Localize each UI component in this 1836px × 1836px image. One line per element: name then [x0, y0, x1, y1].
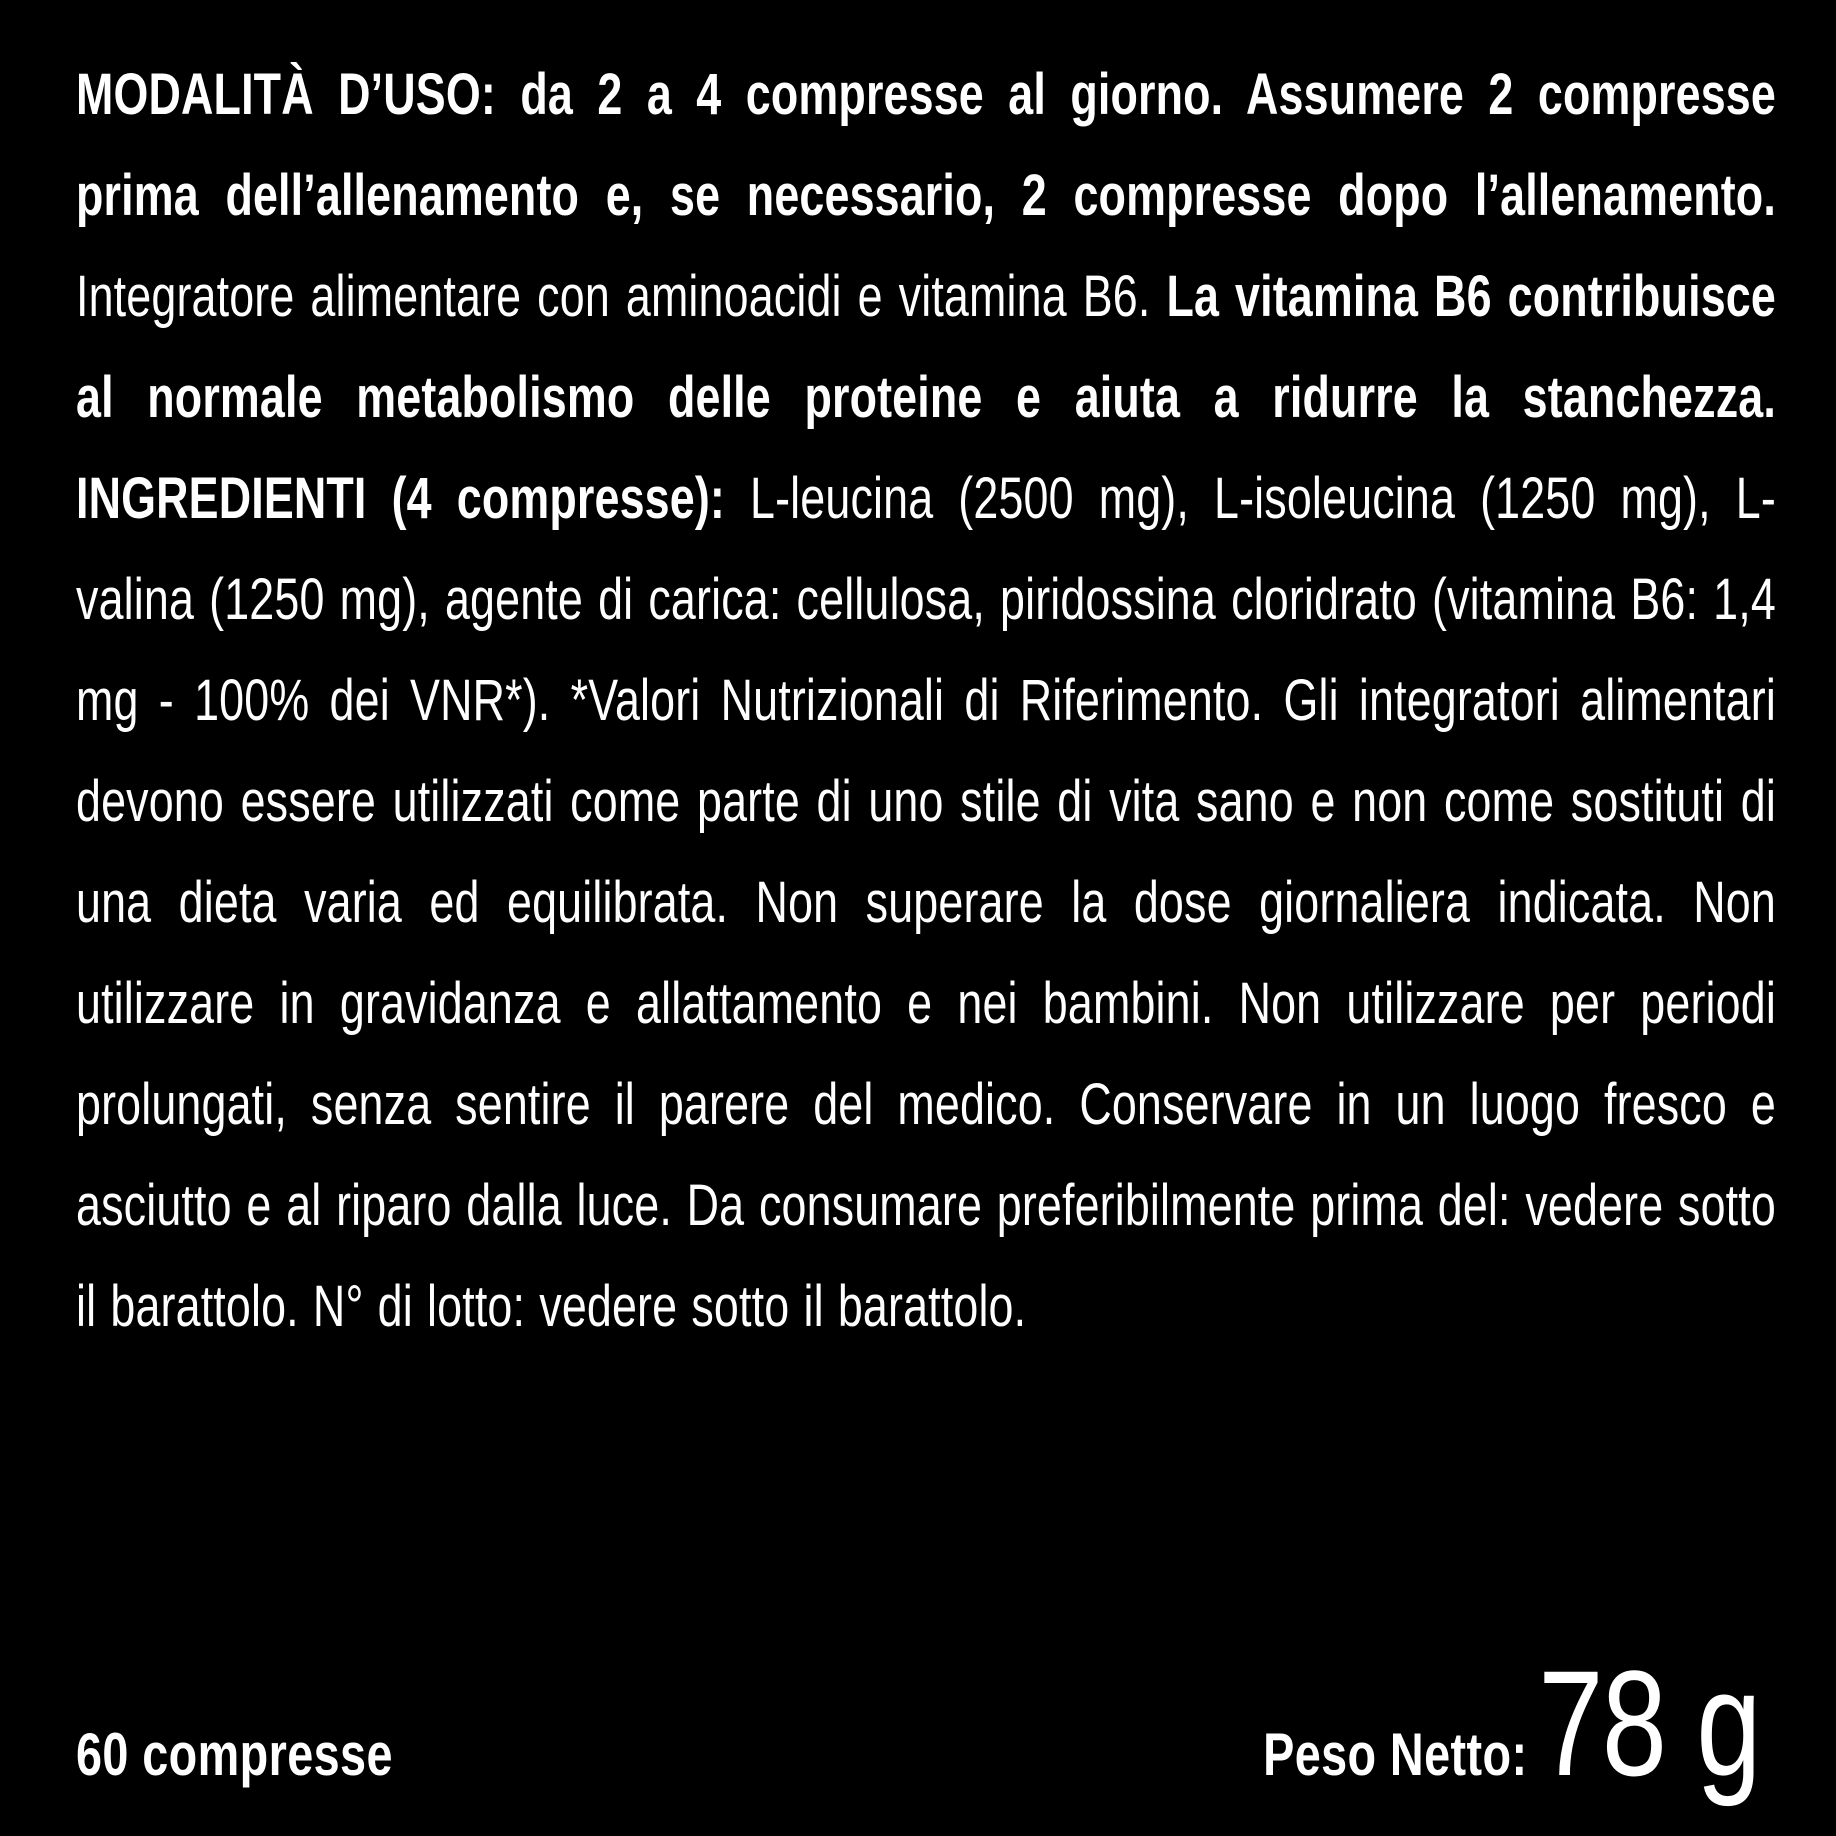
net-weight-label: Peso Netto:	[1263, 1721, 1528, 1788]
label-text-block	[76, 44, 1776, 1357]
usage-ingredients-paragraph	[76, 44, 1776, 1357]
ingredients-warnings-text: L-leucina (2500 mg), L-isoleucina (1250 mg), L-valina (1250 mg), agente di carica: cellulosa, piridossina cloridrato (vitamina B6: 1,4 mg - 100% dei VNR*). *Valori Nutrizionali di Riferimento. Gli integratori alimentari devono essere utilizzati come parte di uno stile di vita sano e non come sostituti di una dieta varia ed equilibrata. Non superare la dose giornaliera indicata. Non utilizzare in gravidanza e allattamento e nei bambini. Non utilizzare per periodi prolungati, senza sentire il parere del medico. Conservare in un luogo fresco e asciutto e al riparo dalla luce. Da consumare preferibilmente prima del: vedere sotto il barattolo. N° di lotto: vedere sotto il barattolo.	[76, 466, 1776, 1339]
supplement-description-text: Integratore alimentare con aminoacidi e vitamina B6.	[76, 264, 1167, 329]
net-weight	[1263, 1637, 1760, 1810]
label-footer	[76, 1637, 1760, 1810]
tablet-count: 60 compresse	[76, 1721, 393, 1788]
vitamin-b6-claim-bold-text: La vitamina B6 contribuisce al normale metabolismo delle proteine e aiuta a ridurre la stanchezza. INGREDIENTI (4 compresse):	[76, 264, 1776, 531]
usage-directions-bold-text: MODALITÀ D’USO: da 2 a 4 compresse al giorno. Assumere 2 compresse prima dell’allenamento e, se necessario, 2 compresse dopo l’allenamento.	[76, 62, 1776, 228]
net-weight-value: 78 g	[1538, 1639, 1760, 1807]
